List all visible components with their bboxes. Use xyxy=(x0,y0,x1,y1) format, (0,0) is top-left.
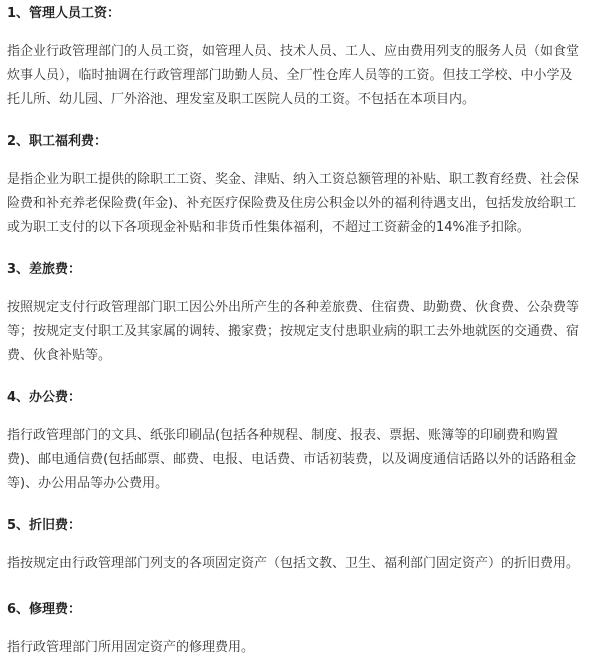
body-line: 指行政管理部门的文具、纸张印刷品(包括各种规程、制度、报表、票据、账簿等的印刷费和购置 xyxy=(7,428,559,443)
body-line: 险费和补充养老保险费(年金)、补充医疗保险费及住房公积金以外的福利待遇支出，包括发放给职工 xyxy=(7,196,577,211)
section-body-travel xyxy=(7,296,587,368)
body-line: 费)、邮电通信费(包括邮票、邮费、电报、电话费、市话初装费，以及调度通信话路以外的话路租金 xyxy=(7,452,577,467)
body-line: 费、伙食补贴等。 xyxy=(7,348,112,363)
body-line: 指按规定由行政管理部门列支的各项固定资产（包括文教、卫生、福利部门固定资产）的折旧费用。 xyxy=(7,556,580,571)
section-body-welfare xyxy=(7,168,587,240)
section-body-salaries xyxy=(7,40,587,112)
body-line: 指行政管理部门所用固定资产的修理费用。 xyxy=(7,640,255,655)
section-heading-office: 4、办公费： xyxy=(7,390,82,405)
section-heading-welfare: 2、职工福利费： xyxy=(7,134,108,149)
section-body-office xyxy=(7,424,587,496)
body-line: 炊事人员），临时抽调在行政管理部门助勤人员、全厂性仓库人员等的工资。但技工学校、中小学及 xyxy=(7,68,573,83)
section-heading-salaries: 1、管理人员工资： xyxy=(7,6,121,21)
section-heading-repair: 6、修理费： xyxy=(7,602,82,617)
body-line: 按照规定支付行政管理部门职工因公外出所产生的各种差旅费、住宿费、助勤费、伙食费、公杂费等 xyxy=(7,300,580,315)
body-line: 指企业行政管理部门的人员工资，如管理人员、技术人员、工人、应由费用列支的服务人员（如食堂 xyxy=(7,44,580,59)
section-body-repair xyxy=(7,636,587,660)
section-body-depreciation xyxy=(7,552,587,576)
body-line: 或为职工支付的以下各项现金补贴和非货币性集体福利，不超过工资薪金的14%准予扣除。 xyxy=(7,220,530,235)
body-line: 托儿所、幼儿园、厂外浴池、理发室及职工医院人员的工资。不包括在本项目内。 xyxy=(7,92,476,107)
section-heading-depreciation: 5、折旧费： xyxy=(7,518,82,533)
body-line: 等；按规定支付职工及其家属的调转、搬家费；按规定支付患职业病的职工去外地就医的交通费、宿 xyxy=(7,324,580,339)
body-line: 等)、办公用品等办公费用。 xyxy=(7,476,169,491)
section-heading-travel: 3、差旅费： xyxy=(7,262,82,277)
body-line: 是指企业为职工提供的除职工工资、奖金、津贴、纳入工资总额管理的补贴、职工教育经费、社会保 xyxy=(7,172,580,187)
